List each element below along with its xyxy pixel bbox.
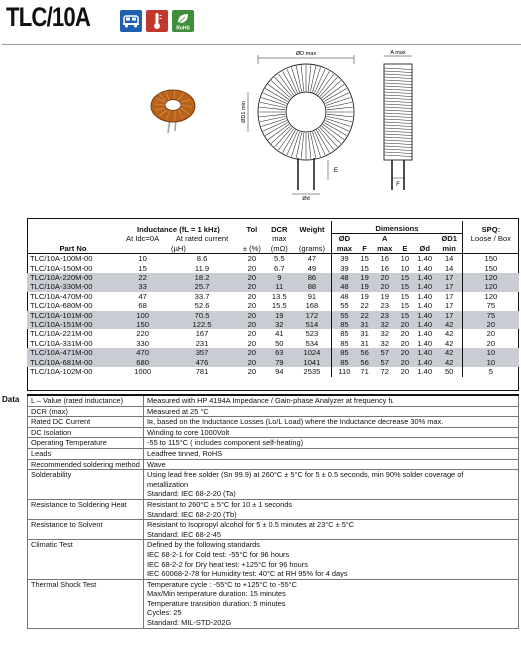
cell-spq: 20	[462, 320, 519, 329]
data-value	[144, 438, 519, 449]
cell-dcr: 15.5	[271, 301, 287, 311]
data-value-line: IEC 68-2-2 for Dry heat test: +125°C for 96 hours	[147, 559, 308, 569]
data-value-line: Standard: IEC 68-2-20 (Tb)	[147, 509, 237, 519]
data-key: Climatic Test	[28, 540, 144, 579]
data-value-line: Iʀ, based on the Inductance Losses (Lo/L Load) where the Inductance decrease 30% max.	[147, 417, 444, 427]
cell-l0: 15	[138, 263, 147, 273]
cell-dcr: 63	[266, 348, 293, 357]
cell-d1: 42	[437, 358, 463, 367]
data-value-line: Measured with HP 4194A Impedance / Gain-phase Analyzer at frequency fʟ	[147, 396, 394, 405]
e-label: E	[334, 168, 339, 174]
table-row	[27, 264, 519, 273]
cell-spq: 75	[462, 311, 519, 320]
cell-l0: 100	[119, 311, 166, 320]
col-d1: ØD1	[441, 234, 457, 244]
cell-w: 1024	[293, 348, 332, 357]
cell-dcr: 5.5	[274, 254, 285, 264]
cell-l0: 680	[119, 358, 166, 367]
cell-w: 172	[293, 311, 332, 320]
cell-l0: 47	[138, 291, 147, 301]
data-value	[144, 520, 519, 540]
cell-d1: 42	[437, 320, 463, 329]
cell-pn: TLC/10A-102M-00	[30, 367, 93, 377]
cell-spq: 120	[462, 282, 519, 291]
col-spq: SPQ:	[462, 221, 519, 234]
cell-od: 85	[332, 339, 357, 348]
cell-w: 2535	[303, 367, 321, 377]
data-key: Operating Temperature	[28, 438, 144, 449]
table-row	[27, 311, 519, 320]
col-a-sub: max	[377, 243, 393, 253]
cell-f: 31	[360, 338, 369, 348]
cell-a: 32	[373, 320, 397, 329]
cell-d: 1.40	[417, 291, 433, 301]
cell-d: 1.40	[413, 282, 437, 291]
cell-e: 20	[397, 348, 413, 357]
cell-lr: 122.5	[166, 320, 238, 329]
cell-od: 55	[332, 301, 357, 310]
cell-l0: 220	[136, 329, 149, 339]
cell-lr: 11.9	[194, 263, 210, 273]
cell-a: 20	[373, 282, 397, 291]
cell-f: 31	[357, 320, 373, 329]
data-row	[28, 470, 519, 500]
data-value	[144, 470, 519, 500]
cell-dcr: 32	[266, 320, 293, 329]
data-value-line: Defined by the following standards	[147, 540, 260, 550]
cell-lr: 70.5	[166, 311, 238, 320]
rohs-leaf-icon	[172, 10, 194, 32]
col-spq-sub: Loose / Box	[462, 234, 519, 244]
cell-a: 16	[380, 254, 389, 264]
a-max-label: A max	[390, 50, 406, 56]
table-row	[27, 301, 519, 310]
cell-od: 85	[332, 320, 357, 329]
data-value-line: Cycles: 25	[147, 608, 182, 618]
cell-pn: TLC/10A-151M-00	[27, 320, 119, 329]
data-value-line: metallization	[147, 479, 189, 489]
data-value-line: Wave	[147, 459, 166, 469]
data-value-line: Winding to core 1000Volt	[147, 427, 230, 437]
cell-pn: TLC/10A-101M-00	[27, 311, 119, 320]
cell-w: 168	[305, 301, 319, 311]
table-row	[27, 348, 519, 357]
cell-tol: 20	[238, 348, 266, 357]
data-value	[144, 540, 519, 579]
table-row	[27, 282, 519, 291]
col-ind-unit: (µH)	[170, 243, 186, 253]
data-key: DC Isolation	[28, 427, 144, 438]
cell-d: 1.40	[417, 338, 433, 348]
cell-lr: 18.2	[166, 273, 238, 282]
cell-tol: 20	[247, 329, 257, 339]
table-row	[27, 367, 519, 376]
cell-e: 20	[397, 358, 413, 367]
table-row	[27, 320, 519, 329]
col-part-no: Part No	[59, 243, 87, 253]
cell-tol: 20	[247, 367, 257, 377]
dimension-drawing	[228, 50, 438, 200]
toroid-top-view	[258, 64, 354, 160]
f-label: F	[396, 182, 400, 188]
cell-l0: 470	[119, 348, 166, 357]
cell-w: 514	[293, 320, 332, 329]
toroid-side-view	[384, 64, 412, 190]
cell-d: 1.40	[417, 367, 433, 377]
cell-e: 15	[397, 282, 413, 291]
data-value-line: IEC 60068-2-78 for Humidity test: 40°C at RH 95% for 4 days	[147, 569, 348, 579]
data-row	[28, 406, 519, 417]
cell-lr: 357	[166, 348, 238, 357]
cell-lr: 231	[195, 338, 209, 348]
data-row	[28, 417, 519, 428]
col-inductance: Inductance (fL = 1 kHz)	[137, 224, 220, 234]
spec-table	[27, 221, 519, 377]
cell-od: 48	[332, 273, 357, 282]
data-value-line: Resistant to 260°C ± 5°C for 10 ± 1 seconds	[147, 499, 293, 509]
cell-lr: 781	[195, 367, 209, 377]
header-divider	[2, 44, 521, 45]
cell-f: 31	[360, 329, 369, 339]
cell-e: 20	[400, 338, 410, 348]
data-key: DCR (max)	[28, 406, 144, 417]
cell-od: 85	[332, 348, 357, 357]
cell-w: 91	[307, 291, 317, 301]
cell-f: 56	[357, 358, 373, 367]
col-a: A	[381, 234, 388, 244]
col-ind-idc0: At Idc=0A	[126, 234, 160, 244]
cell-spq: 5	[462, 367, 519, 376]
table-row	[27, 329, 519, 338]
cell-od: 39	[332, 264, 357, 273]
col-weight-unit: (grams)	[298, 243, 325, 253]
cell-f: 19	[357, 273, 373, 282]
cell-d: 1.40	[413, 320, 437, 329]
cell-d: 1.40	[413, 273, 437, 282]
col-f: F	[362, 243, 367, 253]
cell-e: 15	[397, 311, 413, 320]
cell-f: 15	[360, 263, 369, 273]
data-row	[28, 579, 519, 628]
cell-od: 85	[332, 358, 357, 367]
cell-lr: 52.6	[194, 301, 210, 311]
data-value	[144, 448, 519, 459]
cell-tol: 20	[247, 254, 257, 264]
data-row	[28, 427, 519, 438]
data-key: Recommended soldering method	[28, 459, 144, 470]
cell-e: 15	[400, 301, 410, 311]
cell-l0: 330	[136, 338, 149, 348]
wire-diameter-label: Ød	[302, 196, 310, 200]
cell-d1: 17	[437, 311, 463, 320]
cell-spq: 10	[462, 358, 519, 367]
col-od-sub: max	[332, 244, 357, 254]
data-value	[144, 579, 519, 628]
data-value-line: -55 to 115°C ( includes component self-heating)	[147, 438, 304, 448]
cell-l0: 22	[119, 273, 166, 282]
col-d: Ød	[419, 243, 430, 253]
cell-dcr: 13.5	[271, 291, 287, 301]
table-row	[27, 358, 519, 367]
col-d1-sub: min	[442, 243, 456, 253]
cell-lr: 33.7	[194, 291, 210, 301]
cell-w: 86	[293, 273, 332, 282]
data-value-line: Temperature cycle : -55°C to +125°C to -55°C	[147, 579, 297, 589]
data-value	[144, 499, 519, 519]
cell-od: 85	[332, 329, 357, 338]
cell-d1: 50	[444, 367, 454, 377]
cell-l0: 10	[138, 254, 147, 264]
data-value	[144, 395, 519, 406]
cell-w: 47	[307, 254, 317, 264]
cell-l0: 150	[119, 320, 166, 329]
data-row	[28, 459, 519, 470]
cell-f: 19	[357, 282, 373, 291]
cell-e: 20	[397, 320, 413, 329]
data-row	[28, 540, 519, 579]
cell-lr: 25.7	[166, 282, 238, 291]
cell-a: 57	[373, 348, 397, 357]
cell-a: 20	[373, 273, 397, 282]
cell-tol: 20	[238, 273, 266, 282]
cell-tol: 20	[247, 263, 257, 273]
data-row	[28, 499, 519, 519]
cell-od: 55	[332, 311, 357, 320]
cell-dcr: 94	[275, 367, 284, 377]
data-row	[28, 395, 519, 406]
data-value	[144, 417, 519, 428]
cell-f: 22	[357, 311, 373, 320]
data-row	[28, 438, 519, 449]
cell-d1: 14	[444, 263, 454, 273]
cell-w: 88	[293, 282, 332, 291]
cell-spq: 20	[462, 329, 519, 338]
cell-od: 48	[332, 292, 357, 301]
cell-e: 20	[400, 329, 410, 339]
cell-tol: 20	[238, 282, 266, 291]
cell-lr: 8.6	[196, 254, 208, 264]
cell-spq: 75	[462, 301, 519, 310]
toroid-photo	[148, 86, 198, 134]
cell-d1: 17	[437, 273, 463, 282]
cell-spq: 120	[462, 273, 519, 282]
cell-pn: TLC/10A-680M-00	[30, 301, 93, 311]
data-value-line: IEC 68-2-1 for Cold test: -55°C for 96 hours	[147, 549, 290, 559]
data-value-line: Standard: IEC 68-2-20 (Ta)	[147, 489, 236, 499]
data-key: Solderability	[28, 470, 144, 500]
data-value-line: Max/Min temperature duration: 15 minutes	[147, 589, 286, 599]
cell-d: 1.40	[417, 329, 433, 339]
cell-a: 57	[373, 358, 397, 367]
rohs-label: RoHS	[176, 25, 190, 31]
data-value	[144, 427, 519, 438]
data-value-line: Measured at 25 °C	[147, 406, 209, 416]
cell-d: 1.40	[413, 348, 437, 357]
cell-f: 22	[360, 301, 369, 311]
col-dcr-max: max	[272, 234, 287, 244]
cell-d: 1.40	[417, 263, 433, 273]
cell-d: 1.40	[413, 311, 437, 320]
cell-e: 15	[400, 291, 410, 301]
data-value-line: Standard: IEC 68-2-45	[147, 529, 221, 539]
cell-pn: TLC/10A-221M-00	[30, 329, 93, 339]
cell-pn: TLC/10A-471M-00	[27, 348, 119, 357]
cell-lr: 476	[166, 358, 238, 367]
cell-d1: 42	[437, 348, 463, 357]
cell-w: 1041	[293, 358, 332, 367]
cell-spq: 10	[462, 348, 519, 357]
cell-dcr: 19	[266, 311, 293, 320]
cell-e: 10	[400, 263, 410, 273]
cell-f: 15	[360, 254, 369, 264]
cell-spq: 150	[462, 254, 519, 264]
cell-tol: 20	[238, 311, 266, 320]
data-row	[28, 520, 519, 540]
feature-icons	[120, 10, 194, 32]
cell-d1: 42	[444, 329, 454, 339]
cell-e: 20	[400, 367, 410, 377]
data-value	[144, 406, 519, 417]
cell-f: 71	[360, 367, 369, 377]
cell-e: 10	[400, 254, 410, 264]
cell-d1: 17	[444, 291, 454, 301]
cell-spq: 150	[462, 264, 519, 273]
cell-spq: 20	[462, 339, 519, 348]
cell-f: 56	[357, 348, 373, 357]
cell-e: 15	[397, 273, 413, 282]
cell-l0: 1000	[134, 367, 152, 377]
spec-table-body	[27, 254, 519, 377]
data-row	[28, 448, 519, 459]
data-key: Thermal Shock Test	[28, 579, 144, 628]
cell-a: 16	[380, 263, 389, 273]
data-table	[27, 394, 519, 629]
cell-pn: TLC/10A-330M-00	[27, 282, 119, 291]
cell-tol: 20	[247, 291, 257, 301]
cell-tol: 20	[247, 338, 257, 348]
data-value-line: Standard: MIL-STD-202G	[147, 618, 232, 628]
cell-l0: 33	[119, 282, 166, 291]
cell-a: 72	[380, 367, 389, 377]
cell-d1: 14	[444, 254, 454, 264]
col-ind-rated: At rated current	[175, 234, 229, 244]
cell-dcr: 11	[266, 282, 293, 291]
cell-dcr: 9	[266, 273, 293, 282]
cell-a: 19	[380, 291, 389, 301]
data-key: L – Value (rated inductance)	[28, 395, 144, 406]
data-key: Resistance to Solvent	[28, 520, 144, 540]
cell-d: 1.40	[417, 254, 433, 264]
cell-d: 1.40	[413, 358, 437, 367]
data-key: Rated DC Current	[28, 417, 144, 428]
cell-tol: 20	[238, 320, 266, 329]
table-row	[27, 254, 519, 264]
cell-dcr: 6.7	[274, 263, 285, 273]
cell-f: 19	[360, 291, 369, 301]
cell-dcr: 50	[275, 338, 284, 348]
data-value-line: Temperature transition duration: 5 minutes	[147, 598, 286, 608]
data-key: Resistance to Soldering Heat	[28, 499, 144, 519]
od-max-label: ØD max	[295, 51, 317, 57]
cell-pn: TLC/10A-470M-00	[30, 291, 93, 301]
cell-lr: 167	[195, 329, 209, 339]
product-title: TLC/10A	[6, 2, 91, 32]
cell-tol: 20	[247, 301, 257, 311]
od1-min-label: ØD1 min	[241, 101, 247, 123]
data-value-line: Resistant to Isopropyl alcohol for 5 ± 0.5 minutes at 23°C ± 5°C	[147, 520, 355, 530]
cell-pn: TLC/10A-150M-00	[30, 263, 93, 273]
col-tol: Tol	[246, 224, 258, 234]
table-row	[27, 292, 519, 301]
thermometer-icon	[146, 10, 168, 32]
data-value-line: Using lead free solder (Sn 99.9) at 260°C ± 5°C for 5 ± 0.5 seconds, min 90% solder coverage of	[147, 470, 464, 480]
data-table-body	[28, 395, 519, 628]
data-value	[144, 459, 519, 470]
cell-dcr: 79	[266, 358, 293, 367]
data-section-label: Data	[2, 395, 20, 404]
col-weight: Weight	[299, 224, 325, 234]
col-dimensions: Dimensions	[332, 221, 463, 234]
cell-pn: TLC/10A-331M-00	[30, 338, 93, 348]
table-row	[27, 273, 519, 282]
cell-d1: 42	[444, 338, 454, 348]
cell-d1: 17	[437, 282, 463, 291]
cell-od: 110	[332, 367, 357, 376]
cell-dcr: 41	[275, 329, 284, 339]
cell-pn: TLC/10A-681M-00	[27, 358, 119, 367]
col-tol-unit: ± (%)	[242, 243, 261, 253]
cell-d: 1.40	[417, 301, 433, 311]
cell-a: 23	[380, 301, 389, 311]
table-row	[27, 339, 519, 348]
cell-spq: 120	[462, 292, 519, 301]
col-dcr: DCR	[271, 224, 288, 234]
col-dcr-unit: (mΩ)	[270, 243, 288, 253]
cell-pn: TLC/10A-100M-00	[30, 254, 93, 264]
cell-w: 49	[307, 263, 317, 273]
col-od: ØD	[332, 234, 357, 244]
cell-tol: 20	[238, 358, 266, 367]
data-key: Leads	[28, 448, 144, 459]
cell-a: 32	[380, 338, 389, 348]
cell-od: 39	[332, 254, 357, 264]
header	[2, 0, 521, 44]
cell-w: 534	[305, 338, 319, 348]
car-icon	[120, 10, 142, 32]
cell-l0: 68	[138, 301, 147, 311]
cell-a: 23	[373, 311, 397, 320]
col-e: E	[402, 243, 408, 253]
cell-d1: 17	[444, 301, 454, 311]
data-value-line: Leadfree tinned, RoHS	[147, 448, 223, 458]
cell-od: 48	[332, 282, 357, 291]
cell-w: 523	[305, 329, 319, 339]
cell-a: 32	[380, 329, 389, 339]
cell-pn: TLC/10A-220M-00	[27, 273, 119, 282]
